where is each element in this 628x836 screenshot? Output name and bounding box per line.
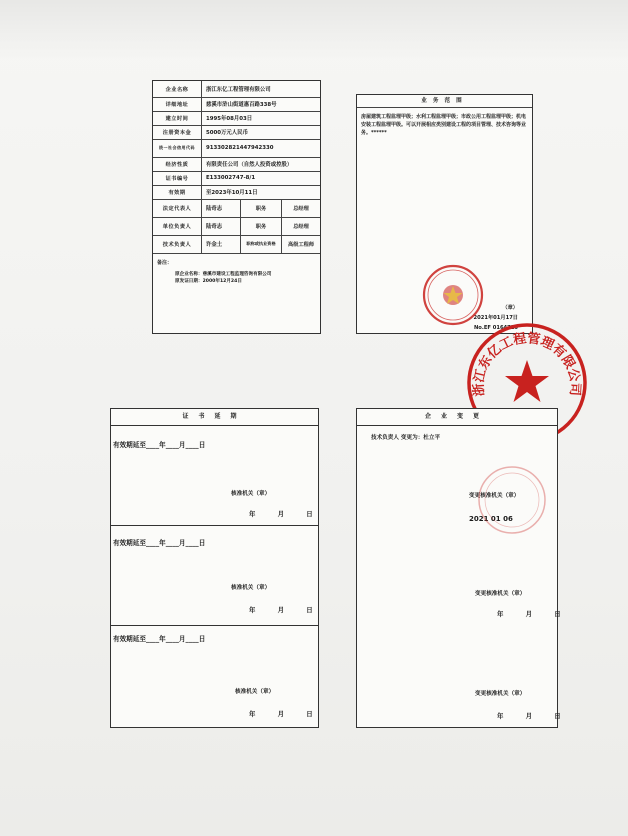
change-approval-org: 变更核准机关（章）: [475, 691, 526, 697]
row-capital: [153, 125, 320, 140]
date-ymd: 年 月 日: [497, 712, 571, 720]
row-address: [153, 97, 320, 112]
extension-section-3: [111, 625, 323, 727]
note-text: [175, 271, 271, 285]
date-ymd: 年 月 日: [497, 610, 571, 618]
note-line: 原发证日期：2000年12月24日: [175, 279, 242, 284]
extension-header: 证书延期: [111, 409, 318, 426]
value: 至2023年10月11日: [206, 190, 258, 196]
value: 浙江东亿工程管理有限公司: [206, 87, 271, 93]
extension-line: 有效期延至____年____月____日: [113, 539, 206, 547]
note-label: 备注：: [157, 260, 173, 266]
business-scope-panel: [356, 94, 533, 334]
label: 证书编号: [153, 171, 202, 185]
row-nature: [153, 157, 320, 172]
extension-line: 有效期延至____年____月____日: [113, 441, 206, 449]
approval-org: 核准机关（章）: [235, 689, 275, 695]
label: 企业名称: [153, 81, 202, 97]
extension-section-2: [111, 525, 323, 626]
label: 技术负责人: [153, 235, 202, 253]
serial-number: No.EF 0164725: [473, 325, 518, 331]
value: 1995年08月03日: [206, 116, 253, 122]
label: 有效期: [153, 185, 202, 199]
value: 陆奇志: [206, 224, 223, 230]
approval-org: 核准机关（章）: [231, 491, 271, 497]
label: 单位负责人: [153, 217, 202, 235]
enterprise-change-panel: [356, 408, 571, 728]
validity-extension-panel: [110, 408, 323, 728]
change-header: 企业变更: [357, 409, 557, 426]
seal-arc-text: 浙江东亿工程管理有限公司: [471, 331, 583, 397]
sub-label: 职务: [240, 199, 281, 217]
label: 详细地址: [153, 97, 202, 111]
issue-date: 2021年01月17日: [473, 315, 518, 321]
date-ymd: 年 月 日: [249, 710, 323, 718]
row-legal-rep: [153, 199, 320, 218]
row-validity: [153, 185, 320, 200]
scan-shadow: [0, 0, 628, 60]
extension-line: 有效期延至____年____月____日: [113, 635, 206, 643]
row-tech-head: [153, 235, 320, 254]
change-approval-org: 变更核准机关（章）: [475, 591, 526, 597]
scope-text: 房屋建筑工程监理甲级；水利工程监理甲级；市政公用工程监理甲级；机电安装工程监理甲级。可以开展相应类别建设工程的项目管理、技术咨询等业务。******: [361, 114, 527, 136]
approval-seal-faint: [475, 463, 549, 537]
value: 913302821447942330: [206, 145, 274, 151]
approval-org: 核准机关（章）: [231, 585, 271, 591]
qualification-info-table: [152, 80, 321, 334]
change-content: 技术负责人 变更为：杜立平: [371, 435, 441, 441]
date-ymd: 年 月 日: [249, 606, 323, 614]
value: E133002747-8/1: [206, 175, 256, 181]
value: 有限责任公司（自然人投资或控股）: [206, 162, 293, 168]
label: 注册资本金: [153, 125, 202, 139]
value: 慈溪市浒山街道惠百路338号: [206, 102, 277, 108]
row-credit-code: [153, 139, 320, 158]
change-approval-org: 变更核准机关（章）: [469, 493, 520, 499]
value: 陆奇志: [206, 206, 223, 212]
change-date: 2021 01 06: [469, 515, 513, 523]
sub-value: 总经理: [281, 217, 320, 235]
label: 经济性质: [153, 157, 202, 171]
label: 建立时间: [153, 111, 202, 125]
issuer-label: （章）: [502, 305, 518, 311]
sub-label: 职称或执业资格: [240, 235, 281, 253]
sub-label: 职务: [240, 217, 281, 235]
scope-header: 业务范围: [357, 95, 532, 108]
extension-section-1: [111, 425, 323, 526]
sub-value: 高级工程师: [281, 235, 320, 253]
row-founded: [153, 111, 320, 126]
sub-value: 总经理: [281, 199, 320, 217]
value: 许金土: [206, 242, 223, 248]
row-cert-number: [153, 171, 320, 186]
row-company-name: [153, 81, 320, 98]
row-unit-head: [153, 217, 320, 236]
date-ymd: 年 月 日: [249, 510, 323, 518]
value: 5000万元人民币: [206, 130, 248, 136]
label: 法定代表人: [153, 199, 202, 217]
note-line: 原企业名称：慈溪市建设工程监理咨询有限公司: [175, 272, 272, 277]
label: 统一社会信用代码: [153, 139, 202, 157]
